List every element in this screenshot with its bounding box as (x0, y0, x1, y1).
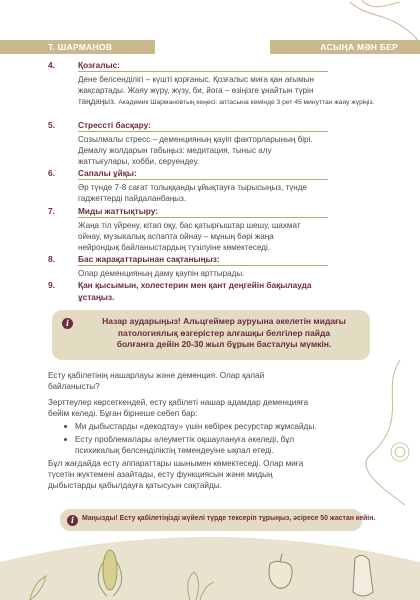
para-text: Есту қабілетінің нашарлауы және деменция. Олар қалай (48, 371, 265, 380)
item-text: Демалу жолдарын табыңыз: медитация, тыныс алу (78, 146, 272, 155)
important-note (60, 509, 376, 531)
item-number: 4. (48, 60, 55, 70)
item-title-cont: ұстаңыз. (78, 292, 115, 302)
note-text: Маңызды! Есту қабілетіңізді жүйелі түрде тексеріп тұрыңыз, әсіресе 50 жастан кейін. (82, 515, 376, 522)
note-text: болғанға дейін 20-30 жыл бұрын басталуы мүмкін. (116, 339, 332, 349)
para-text: Зерттеулер көрсеткендей, есту қабілеті нашар адамдар деменцияға (48, 398, 309, 407)
item-title: Бас жарақаттарынан сақтаныңыз: (78, 254, 220, 264)
bullet-dot (64, 425, 67, 428)
attention-note (52, 310, 370, 360)
item-note: Академик Шармановтың кеңесі: аптасына кемінде 3 рет 45 минуттан жаяу жүріңіз. (118, 99, 375, 106)
item-number: 9. (48, 280, 55, 290)
item-text: жақсартады. Жаяу жүру, жүзу, би, йога – өзіңізге ұнайтын түрін (78, 86, 314, 95)
para-text: Бұл жағдайда есту аппараттары шынымен көмектеседі. Олар миға (48, 459, 304, 468)
item-title: Қан қысымын, холестерин мен қант деңгейін бақылауда (78, 280, 312, 290)
item-text: Әр түнде 7-8 сағат толыққанды ұйықтауға тырысыңыз, түнде (78, 183, 307, 192)
header-title: АСЫҢА МӘН БЕР (270, 40, 420, 54)
note-text: Назар аударыңыз! Альцгеймер ауруына әкелетін мидағы (102, 316, 346, 326)
bullet-dot (64, 438, 67, 441)
para-text: бейім келеді. Бұған бірнеше себеп бар: (48, 409, 198, 419)
item-text: таңдаңыз. Академик Шармановтың кеңесі: аптасына кемінде 3 рет 45 минуттан жаяу жүріңіз. (78, 97, 375, 106)
leaf-decoration (330, 0, 420, 60)
item-text: Созылмалы стресс – деменцияның қауіп факторларының бірі. (78, 135, 313, 144)
item-title: Сапалы ұйқы: (78, 168, 137, 178)
paragraph (48, 458, 388, 492)
item-title: Миды жаттықтыру: (78, 206, 159, 216)
bullet-text: Есту проблемалары әлеуметтік оқшаулануға әкеледі, бұл (75, 435, 295, 444)
item-number: 5. (48, 120, 55, 130)
bullet-text: психикалық белсенділіктің төмендеуіне ықпал етеді. (75, 446, 274, 456)
item-text: Олар деменцияның даму қаупін арттырады. (78, 269, 245, 278)
item-number: 8. (48, 254, 55, 264)
item-title: Қозғалыс: (78, 60, 120, 70)
item-number: 7. (48, 206, 55, 216)
section-heading (48, 370, 388, 392)
item-text: нейрондық байланыстардың түзілуіне көмектеседі. (78, 243, 271, 252)
para-text: байланысты? (48, 382, 100, 392)
bullet-text: Ми дыбыстарды «декодтау» үшін көбірек ресурстар жұмсайды. (75, 422, 317, 431)
note-text: патологиялық өзгерістер алғашқы белгілер пайда (117, 327, 331, 338)
item-text: Жаңа тіл үйрену, кітап оқу, бас қатырғыштар шешу, шахмат (78, 221, 301, 230)
para-text: түсетін жүктемені азайтады, есту функциясын және мидың (48, 470, 273, 480)
item-text: ойнау, музыкалық аспапта ойнау – мұның бәрі жаңа (78, 232, 274, 241)
item-text: жаттығулары, хобби, серуендеу. (78, 157, 200, 166)
header-author: Т. ШАРМАНОВ (0, 40, 155, 54)
item-text: гаджеттерді пайдаланбаңыз. (78, 194, 187, 203)
paragraph (48, 397, 388, 419)
para-text: дыбыстарды қабылдауға қатысуын сақтайды. (48, 481, 222, 491)
info-icon: i (67, 515, 78, 526)
item-number: 6. (48, 168, 55, 178)
item-title: Стрессті басқару: (78, 120, 151, 130)
item-text: Дене белсенділігі – күшті қорғаныс. Қозғалыс миға қан ағымын (78, 75, 314, 84)
vegetables-illustration (0, 522, 420, 600)
info-icon: i (62, 318, 73, 329)
